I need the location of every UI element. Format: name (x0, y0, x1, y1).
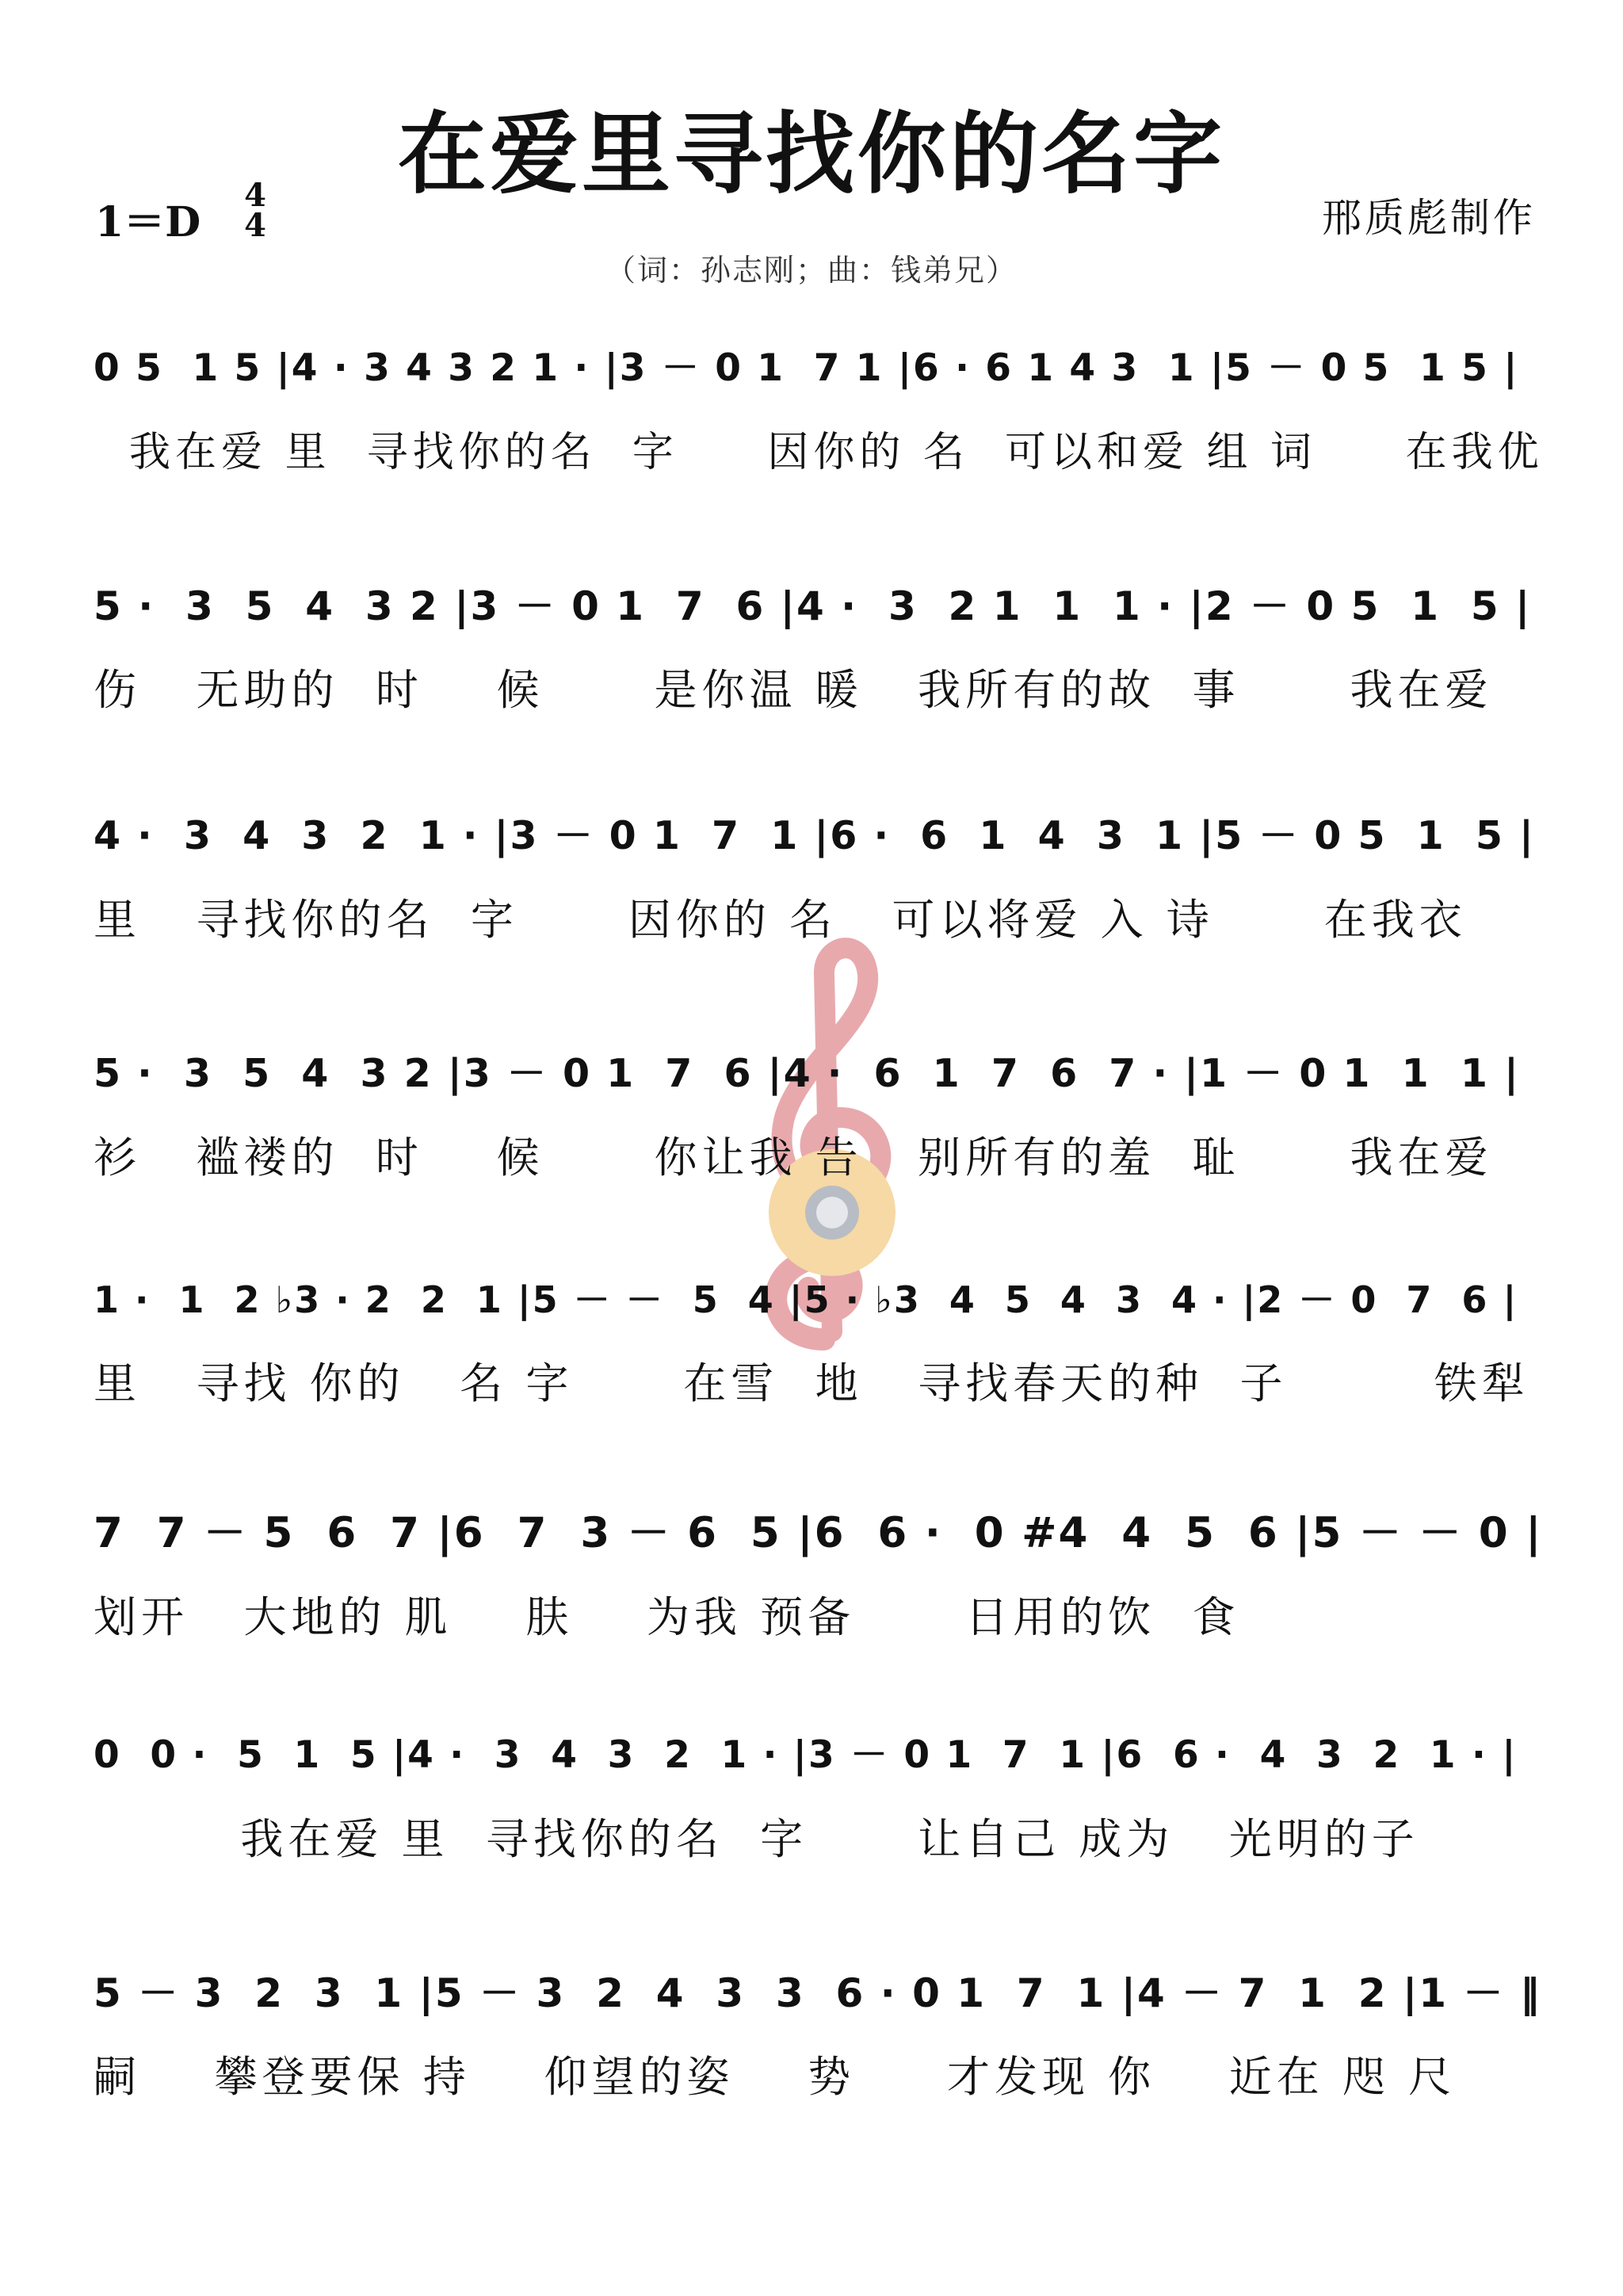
jianpu-notes: 0 5 1 5 |4 · 3 4 3 2 1 · |3 － 0 1 7 1 |6 · 6 1 4 3 1 |5 － 0 5 1 5 | (94, 346, 1519, 390)
key-signature: 1＝D (95, 198, 201, 246)
time-signature-bottom: 4 (244, 207, 266, 244)
jianpu-notes: 5 · 3 5 4 3 2 |3 － 0 1 7 6 |4 · 6 1 7 6 7 · |1 － 0 1 1 1 | (94, 1051, 1520, 1096)
lyrics-line: 里 寻找你的名 字 因你的 名 可以将爱 入 诗 在我衣 (94, 895, 1467, 945)
jianpu-notes: 7 7 － 5 6 7 |6 7 3 － 6 5 |6 6 · 0 #4 4 5 6 |5 － － 0 | (94, 1509, 1543, 1557)
jianpu-notes: 0 0 · 5 1 5 |4 · 3 4 3 2 1 · |3 － 0 1 7 1 |6 6 · 4 3 2 1 · | (94, 1733, 1518, 1777)
lyrics-line: 里 寻找 你的 名 字 在雪 地 寻找春天的种 子 铁犁 (94, 1358, 1529, 1408)
lyrics-line: 嗣 攀登要保 持 仰望的姿 势 才发现 你 近在 咫 尺 (94, 2052, 1457, 2102)
time-signature-top: 4 (244, 177, 266, 214)
lyrics-line: 衫 褴褛的 时 候 你让我 告 别所有的羞 耻 我在爱 (94, 1133, 1493, 1182)
lyrics-line: 我在爱 里 寻找你的名 字 因你的 名 可以和爱 组 词 在我优 (94, 429, 1544, 476)
lyrics-line: 伤 无助的 时 候 是你温 暖 我所有的故 事 我在爱 (94, 665, 1493, 715)
jianpu-notes: 4 · 3 4 3 2 1 · |3 － 0 1 7 1 |6 · 6 1 4 3 1 |5 － 0 5 1 5 | (94, 813, 1535, 858)
jianpu-notes: 5 － 3 2 3 1 |5 － 3 2 4 3 3 6 · 0 1 7 1 |4 － 7 1 2 |1 － ‖ (94, 1970, 1541, 2016)
song-title: 在爱里寻找你的名字 (398, 103, 1225, 206)
lyrics-line: 我在爱 里 寻找你的名 字 让自己 成为 光明的子 (94, 1814, 1419, 1864)
lyrics-line: 划开 大地的 肌 肤 为我 预备 日用的饮 食 (94, 1592, 1240, 1642)
jianpu-notes: 5 · 3 5 4 3 2 |3 － 0 1 7 6 |4 · 3 2 1 1 1 · |2 － 0 5 1 5 | (94, 583, 1532, 629)
author-credit: 邢质彪制作 (1322, 195, 1536, 241)
time-signature (238, 177, 273, 244)
lyrics-composer-credits: （词：孙志刚；曲：钱弟兄） (605, 253, 1018, 288)
jianpu-notes: 1 · 1 2 ♭3 · 2 2 1 |5 － － 5 4 |5 · ♭3 4 5 4 3 4 · |2 － 0 7 6 | (94, 1278, 1518, 1321)
